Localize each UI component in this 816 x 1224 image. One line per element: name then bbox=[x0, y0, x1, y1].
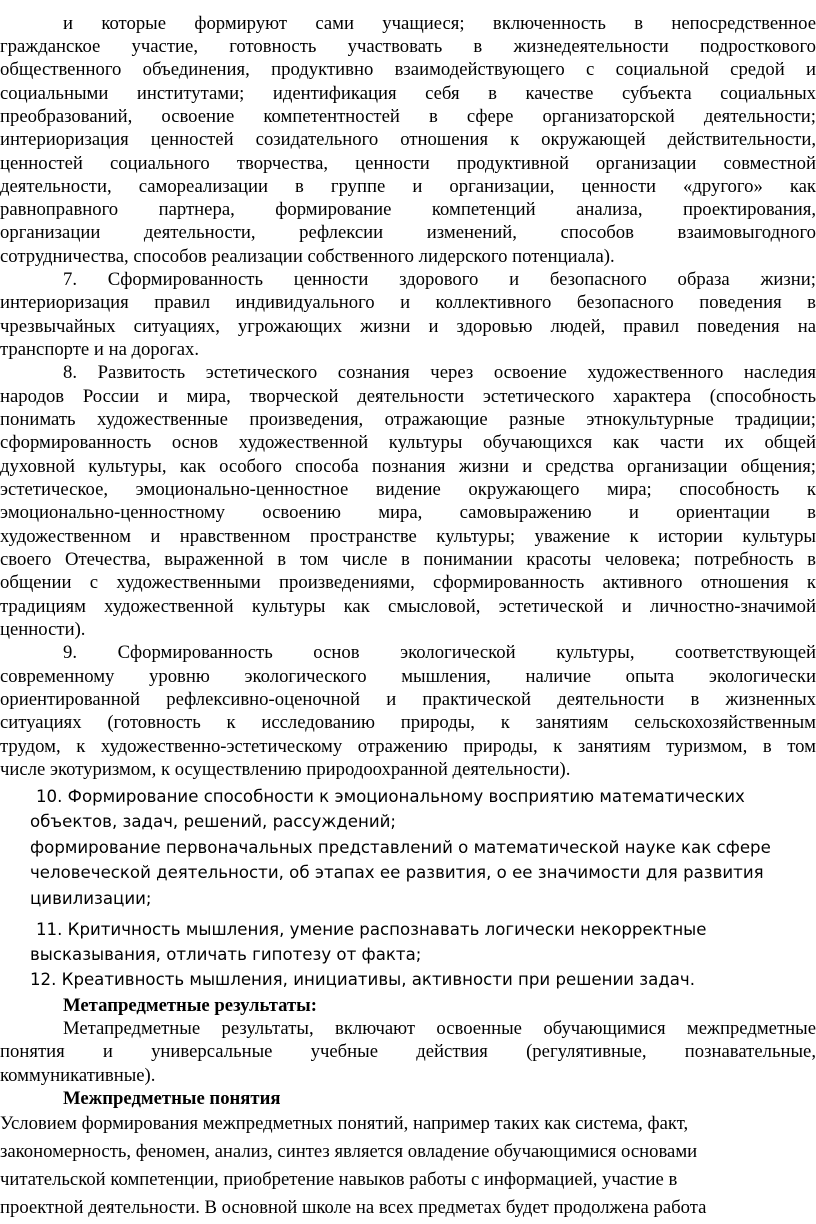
text-line: формирование первоначальных представлений о математической науке как сфере bbox=[30, 838, 771, 857]
text-line: эстетическое, эмоционально-ценностное видение окружающего мира; способность к bbox=[0, 479, 816, 500]
text-line: транспорте и на дорогах. bbox=[0, 339, 200, 360]
text-line: ориентированной рефлексивно-оценочной и практической деятельности в жизненных bbox=[0, 689, 816, 710]
text-line: гражданское участие, готовность участвовать в жизнедеятельности подросткового bbox=[0, 36, 816, 57]
text-line: социальными институтами; идентификация себя в качестве субъекта социальных bbox=[0, 83, 816, 104]
section-heading: Межпредметные понятия bbox=[63, 1088, 281, 1109]
text-line: Метапредметные результаты, включают освоенные обучающимися межпредметные bbox=[63, 1018, 816, 1039]
text-line: ценностей социального творчества, ценности продуктивной организации совместной bbox=[0, 153, 816, 174]
text-line: трудом, к художественно-эстетическому отражению природы, к занятиям туризмом, в том bbox=[0, 736, 816, 757]
text-line: 10. Формирование способности к эмоциональному восприятию математических bbox=[36, 787, 745, 806]
text-line: ценности). bbox=[0, 619, 86, 640]
text-line: эмоционально-ценностному освоению мира, самовыражению и ориентации в bbox=[0, 502, 816, 523]
text-line: высказывания, отличать гипотезу от факта; bbox=[30, 945, 422, 964]
text-line: читательской компетенции, приобретение навыков работы с информацией, участие в bbox=[0, 1169, 678, 1190]
text-line: проектной деятельности. В основной школе на всех предметах будет продолжена работа bbox=[0, 1197, 707, 1218]
text-line: 9. Сформированность основ экологической культуры, соответствующей bbox=[63, 642, 816, 663]
text-line: деятельности, самореализации в группе и организации, ценности «другого» как bbox=[0, 176, 816, 197]
text-line: сотрудничества, способов реализации собственного лидерского потенциала). bbox=[0, 246, 615, 267]
text-line: человеческой деятельности, об этапах ее развития, о ее значимости для развития bbox=[30, 863, 764, 882]
text-line: общественного объединения, продуктивно взаимодействующего с социальной средой и bbox=[0, 59, 816, 80]
text-line: преобразований, освоение компетентностей в сфере организаторской деятельности; bbox=[0, 106, 816, 127]
text-line: числе экотуризмом, к осуществлению природоохранной деятельности). bbox=[0, 759, 571, 780]
text-line: чрезвычайных ситуациях, угрожающих жизни и здоровью людей, правил поведения на bbox=[0, 316, 816, 337]
text-line: художественном и нравственном пространстве культуры; уважение к истории культуры bbox=[0, 526, 816, 547]
text-line: народов России и мира, творческой деятельности эстетического характера (способность bbox=[0, 386, 816, 407]
text-line: объектов, задач, решений, рассуждений; bbox=[30, 812, 396, 831]
text-line: и которые формируют сами учащиеся; включенность в непосредственное bbox=[63, 13, 816, 34]
text-line: 12. Креативность мышления, инициативы, активности при решении задач. bbox=[30, 970, 696, 989]
text-line: ситуациях (готовность к исследованию природы, к занятиям сельскохозяйственным bbox=[0, 712, 816, 733]
text-line: 8. Развитость эстетического сознания через освоение художественного наследия bbox=[63, 362, 816, 383]
text-line: своего Отечества, выраженной в том числе в понимании красоты человека; потребность в bbox=[0, 549, 816, 570]
section-heading: Метапредметные результаты: bbox=[63, 995, 317, 1016]
text-line: духовной культуры, как особого способа познания жизни и средства организации общения; bbox=[0, 456, 816, 477]
text-line: интериоризация ценностей созидательного отношения к окружающей действительности, bbox=[0, 129, 816, 150]
text-line: общении с художественными произведениями, сформированность активного отношения к bbox=[0, 572, 816, 593]
text-line: сформированность основ художественной культуры обучающихся как части их общей bbox=[0, 432, 816, 453]
text-line: цивилизации; bbox=[30, 889, 152, 908]
text-line: закономерность, феномен, анализ, синтез является овладение обучающимися основами bbox=[0, 1141, 698, 1162]
text-line: равноправного партнера, формирование компетенций анализа, проектирования, bbox=[0, 199, 816, 220]
text-line: коммуникативные). bbox=[0, 1065, 156, 1086]
text-line: современному уровню экологического мышления, наличие опыта экологически bbox=[0, 666, 816, 687]
text-line: понимать художественные произведения, отражающие разные этнокультурные традиции; bbox=[0, 409, 816, 430]
text-line: интериоризация правил индивидуального и коллективного безопасного поведения в bbox=[0, 292, 816, 313]
text-line: 11. Критичность мышления, умение распознавать логически некорректные bbox=[36, 920, 707, 939]
text-line: Условием формирования межпредметных понятий, например таких как система, факт, bbox=[0, 1113, 689, 1134]
text-line: организации деятельности, рефлексии изменений, способов взаимовыгодного bbox=[0, 222, 816, 243]
text-line: традициям художественной культуры как смысловой, эстетической и личностно-значимой bbox=[0, 596, 816, 617]
text-line: понятия и универсальные учебные действия (регулятивные, познавательные, bbox=[0, 1041, 816, 1062]
text-line: 7. Сформированность ценности здорового и безопасного образа жизни; bbox=[63, 269, 816, 290]
